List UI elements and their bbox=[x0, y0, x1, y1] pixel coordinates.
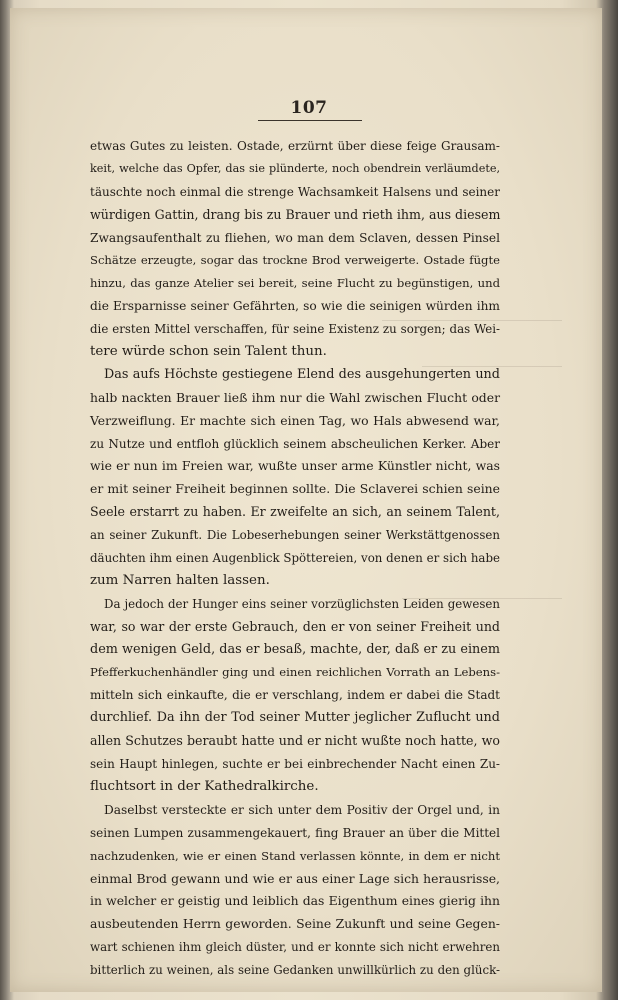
text-line: bitterlich zu weinen, als seine Gedanken unwillkürlich zu den glück- bbox=[90, 963, 500, 978]
text-line: seinen Lumpen zusammengekauert, fing Brauer an über die Mittel bbox=[90, 825, 500, 840]
text-line: Das aufs Höchste gestiegene Elend des ausgehungerten und bbox=[104, 366, 500, 382]
text-line: wie er nun im Freien war, wußte unser arme Künstler nicht, was bbox=[90, 458, 500, 474]
text-line: die ersten Mittel verschaffen, für seine Existenz zu sorgen; das Wei- bbox=[90, 322, 500, 337]
text-line: Pfefferkuchenhändler ging und einen reichlichen Vorrath an Lebens- bbox=[90, 665, 500, 680]
text-line: Verzweiflung. Er machte sich einen Tag, wo Hals abwesend war, bbox=[90, 412, 500, 428]
text-line: sein Haupt hinlegen, suchte er bei einbrechender Nacht einen Zu- bbox=[90, 757, 500, 772]
text-line: zu Nutze und entfloh glücklich seinem abscheulichen Kerker. Aber bbox=[90, 436, 500, 451]
page-number: 107 bbox=[290, 98, 328, 118]
text-line: dem wenigen Geld, das er besaß, machte, der, daß er zu einem bbox=[90, 641, 500, 657]
text-line: tere würde schon sein Talent thun. bbox=[90, 344, 327, 360]
text-line: allen Schutzes beraubt hatte und er nicht wußte noch hatte, wo bbox=[90, 733, 500, 749]
text-line: mitteln sich einkaufte, die er verschlang, indem er dabei die Stadt bbox=[90, 688, 500, 703]
text-line: keit, welche das Opfer, das sie plünderte, noch obendrein verläumdete, bbox=[90, 161, 500, 175]
text-line: wart schienen ihm gleich düster, und er konnte sich nicht erwehren bbox=[90, 940, 500, 955]
text-line: zum Narren halten lassen. bbox=[90, 572, 270, 588]
text-line: nachzudenken, wie er einen Stand verlassen könnte, in dem er nicht bbox=[90, 848, 500, 863]
body-text bbox=[90, 135, 500, 982]
text-line: etwas Gutes zu leisten. Ostade, erzürnt über diese feige Grausam- bbox=[90, 139, 500, 153]
text-line: an seiner Zukunft. Die Lobeserhebungen seiner Werkstättgenossen bbox=[90, 528, 500, 543]
text-line: Seele erstarrt zu haben. Er zweifelte an sich, an seinem Talent, bbox=[90, 504, 500, 520]
header-rule bbox=[258, 120, 362, 121]
text-line: Schätze erzeugte, sogar das trockne Brod verweigerte. Ostade fügte bbox=[90, 253, 500, 268]
text-line: Da jedoch der Hunger eins seiner vorzüglichsten Leiden gewesen bbox=[104, 596, 500, 611]
text-line: hinzu, das ganze Atelier sei bereit, seine Flucht zu begünstigen, und bbox=[90, 276, 500, 291]
text-line: er mit seiner Freiheit beginnen sollte. Die Sclaverei schien seine bbox=[90, 481, 500, 497]
text-line: würdigen Gattin, drang bis zu Brauer und rieth ihm, aus diesem bbox=[90, 206, 501, 222]
text-line: Daselbst versteckte er sich unter dem Positiv der Orgel und, in bbox=[104, 802, 500, 817]
text-line: in welcher er geistig und leiblich das Eigenthum eines gierig ihn bbox=[90, 893, 500, 909]
text-line: einmal Brod gewann und wie er aus einer Lage sich herausrisse, bbox=[90, 870, 500, 886]
text-line: ausbeutenden Herrn geworden. Seine Zukunft und seine Gegen- bbox=[90, 916, 500, 932]
text-line: Zwangsaufenthalt zu fliehen, wo man dem Sclaven, dessen Pinsel bbox=[90, 230, 500, 245]
text-line: fluchtsort in der Kathedralkirche. bbox=[90, 778, 319, 794]
text-line: die Ersparnisse seiner Gefährten, so wie die seinigen würden ihm bbox=[90, 299, 500, 314]
text-line: täuschte noch einmal die strenge Wachsamkeit Halsens und seiner bbox=[90, 184, 500, 199]
text-line: däuchten ihm einen Augenblick Spöttereien, von denen er sich habe bbox=[90, 551, 500, 566]
text-line: halb nackten Brauer ließ ihm nur die Wahl zwischen Flucht oder bbox=[90, 389, 500, 405]
text-line: war, so war der erste Gebrauch, den er von seiner Freiheit und bbox=[90, 618, 500, 634]
text-line: durchlief. Da ihn der Tod seiner Mutter jeglicher Zuflucht und bbox=[90, 710, 500, 726]
